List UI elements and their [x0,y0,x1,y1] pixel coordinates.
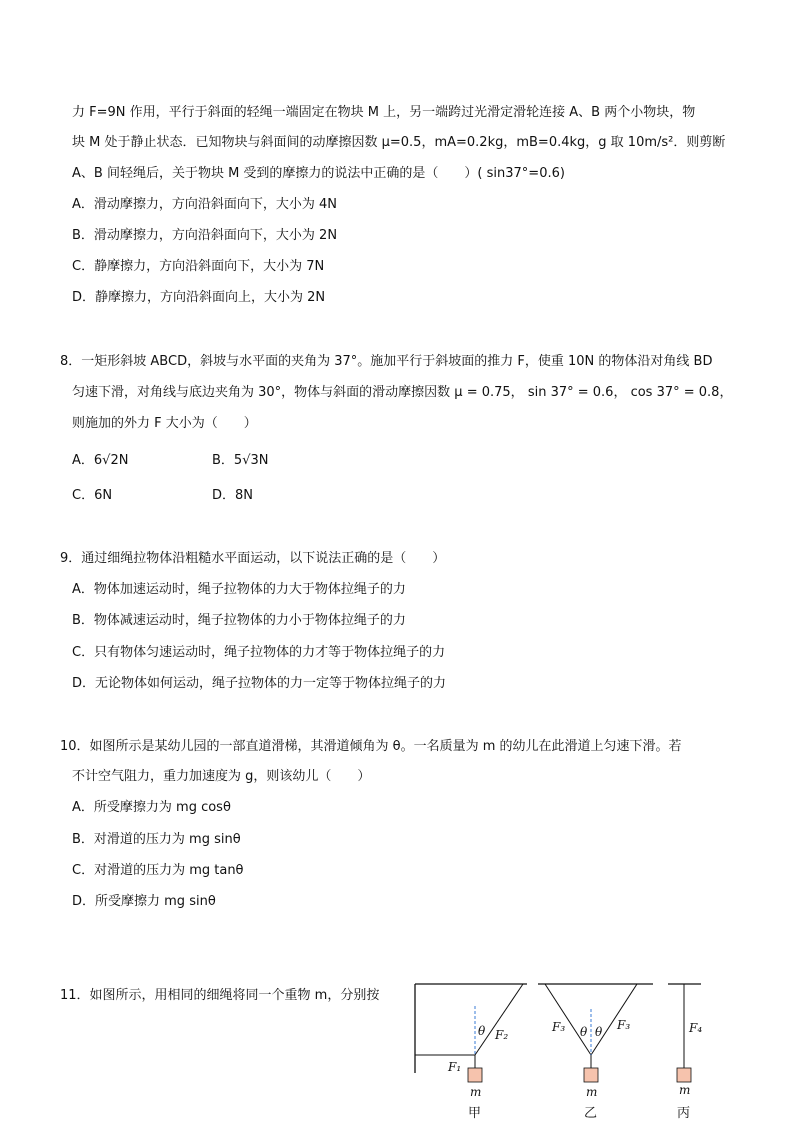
jia-label: 甲 [468,1106,482,1121]
yi-mass-block [584,1068,598,1082]
q9-line-1: 9．通过细绳拉物体沿粗糙水平面运动，以下说法正确的是（ ） [60,551,446,566]
q7-line-2: 块 M 处于静止状态．已知物块与斜面间的动摩擦因数 μ=0.5，mA=0.2kg，mB=0.4kg，g 取 10m/s²．则剪断 [72,135,726,150]
q9-option-b[interactable]: B．物体减速运动时，绳子拉物体的力小于物体拉绳子的力 [72,613,406,628]
q7-option-a[interactable]: A．滑动摩擦力，方向沿斜面向下，大小为 4N [72,197,338,212]
q7-line-1: 力 F=9N 作用，平行于斜面的轻绳一端固定在物块 M 上，另一端跨过光滑定滑轮连接 A、B 两个小物块，物 [72,105,696,120]
q9-option-a[interactable]: A．物体加速运动时，绳子拉物体的力大于物体拉绳子的力 [72,582,406,597]
yi-mass: m [586,1085,598,1099]
q10-line-1: 10．如图所示是某幼儿园的一部直道滑梯，其滑道倾角为 θ。一名质量为 m 的幼儿在此滑道上匀速下滑。若 [60,739,682,754]
q8-option-d[interactable]: D．8N [212,488,254,503]
q9-option-c[interactable]: C．只有物体匀速运动时，绳子拉物体的力才等于物体拉绳子的力 [72,645,446,660]
figure-yi [538,984,653,1121]
q10-line-2: 不计空气阻力，重力加速度为 g，则该幼儿（ ） [72,769,371,784]
yi-theta-left: θ [580,1025,588,1039]
q11-figure [405,976,715,1123]
yi-theta-right: θ [595,1025,603,1039]
q9-option-d[interactable]: D．无论物体如何运动，绳子拉物体的力一定等于物体拉绳子的力 [72,676,447,691]
jia-mass-block [468,1068,482,1082]
q7-line-3: A、B 间轻绳后，关于物块 M 受到的摩擦力的说法中正确的是（ ）( sin37°=0.6) [72,166,565,181]
jia-mass: m [470,1085,482,1099]
yi-f3-right: F₃ [617,1018,631,1032]
figure-jia [415,984,527,1121]
q8-option-b[interactable]: B．5√3N [212,453,269,468]
bing-f4: F₄ [689,1021,703,1035]
q8-line-1: 8．一矩形斜坡 ABCD，斜坡与水平面的夹角为 37°。施加平行于斜坡面的推力 F，使重 10N 的物体沿对角线 BD [60,354,713,369]
q10-option-d[interactable]: D．所受摩擦力 mg sinθ [72,894,216,909]
q7-option-c[interactable]: C．静摩擦力，方向沿斜面向下，大小为 7N [72,259,325,274]
jia-f2: F₂ [495,1028,509,1042]
q8-line-2: 匀速下滑，对角线与底边夹角为 30°，物体与斜面的滑动摩擦因数 μ = 0.75， sin 37° = 0.6， cos 37° = 0.8， [72,385,733,400]
jia-inclined-rope [475,984,523,1055]
bing-label: 丙 [677,1106,691,1121]
jia-theta: θ [478,1024,486,1038]
q8-option-a[interactable]: A．6√2N [72,453,129,468]
q10-option-c[interactable]: C．对滑道的压力为 mg tanθ [72,863,244,878]
q8-option-c[interactable]: C．6N [72,488,113,503]
q8-line-3: 则施加的外力 F 大小为（ ） [72,416,257,431]
yi-f3-left: F₃ [552,1020,566,1034]
q7-option-d[interactable]: D．静摩擦力，方向沿斜面向上，大小为 2N [72,290,326,305]
q10-option-b[interactable]: B．对滑道的压力为 mg sinθ [72,832,241,847]
figure-bing [668,984,702,1121]
q10-option-a[interactable]: A．所受摩擦力为 mg cosθ [72,800,231,815]
bing-mass: m [679,1083,691,1097]
q11-line-1: 11．如图所示，用相同的细绳将同一个重物 m，分别按 [60,988,380,1003]
jia-f1: F₁ [448,1060,462,1074]
bing-mass-block [677,1068,691,1082]
q7-option-b[interactable]: B．滑动摩擦力，方向沿斜面向下，大小为 2N [72,228,338,243]
yi-label: 乙 [584,1106,598,1121]
q11-figure-svg [405,976,715,1123]
